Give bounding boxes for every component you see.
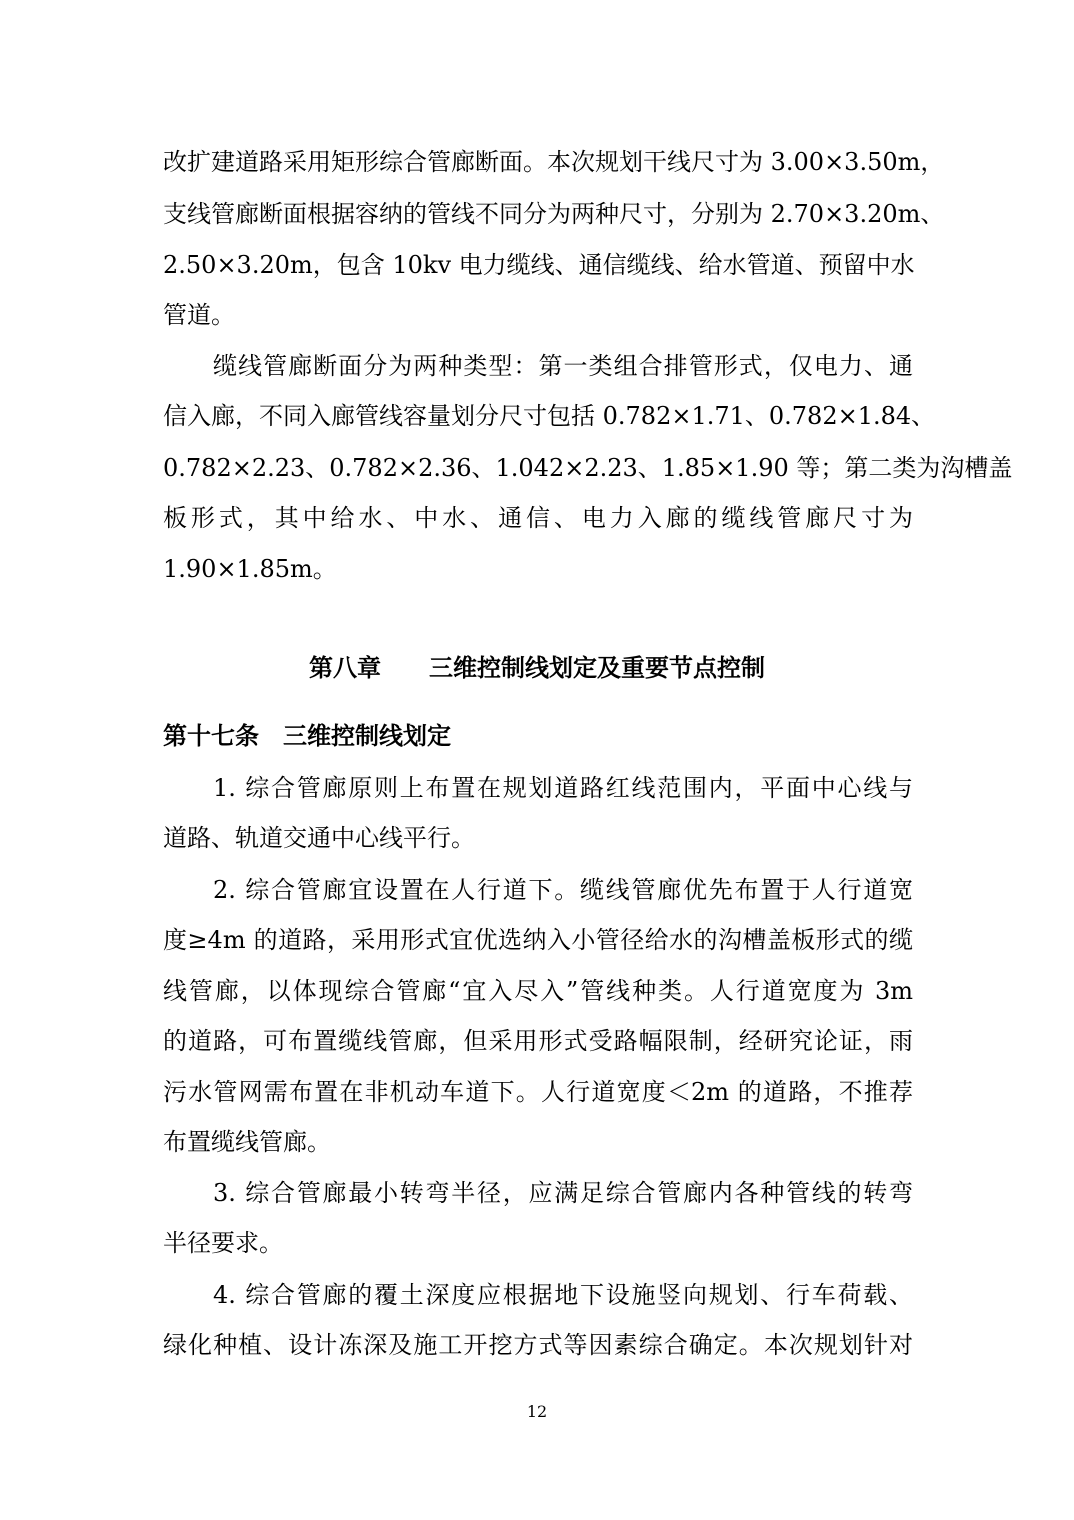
paragraph-line: 2.50×3.20m，包含 10kv 电力缆线、通信缆线、给水管道、预留中水	[163, 251, 915, 279]
item-line: 布置缆线管廊。	[163, 1128, 331, 1156]
item-line: 度≥4m 的道路，采用形式宜优选纳入小管径给水的沟槽盖板形式的缆	[163, 926, 913, 954]
paragraph-line: 缆线管廊断面分为两种类型：第一类组合排管形式，仅电力、通	[213, 352, 913, 380]
item-line: 的道路，可布置缆线管廊，但采用形式受路幅限制，经研究论证，雨	[163, 1027, 913, 1055]
item-line: 1. 综合管廊原则上布置在规划道路红线范围内，平面中心线与	[213, 774, 913, 802]
paragraph-line: 改扩建道路采用矩形综合管廊断面。本次规划干线尺寸为 3.00×3.50m，	[163, 148, 945, 176]
item-line: 3. 综合管廊最小转弯半径，应满足综合管廊内各种管线的转弯	[213, 1179, 913, 1207]
item-line: 线管廊，以体现综合管廊“宜入尽入”管线种类。人行道宽度为 3m	[163, 977, 913, 1005]
paragraph-line: 1.90×1.85m。	[163, 555, 337, 583]
item-line: 绿化种植、设计冻深及施工开挖方式等因素综合确定。本次规划针对	[163, 1331, 913, 1359]
item-line: 2. 综合管廊宜设置在人行道下。缆线管廊优先布置于人行道宽	[213, 876, 913, 904]
item-line: 半径要求。	[163, 1229, 283, 1257]
page-number: 12	[526, 1402, 548, 1421]
paragraph-line: 管道。	[163, 301, 235, 329]
article-title: 第十七条 三维控制线划定	[163, 721, 451, 750]
paragraph-line: 信入廊，不同入廊管线容量划分尺寸包括 0.782×1.71、0.782×1.84、	[163, 402, 936, 430]
paragraph-line: 0.782×2.23、0.782×2.36、1.042×2.23、1.85×1.90 等；第二类为沟槽盖	[163, 454, 1013, 482]
paragraph-line: 板形式，其中给水、中水、通信、电力入廊的缆线管廊尺寸为	[163, 504, 913, 532]
item-line: 4. 综合管廊的覆土深度应根据地下设施竖向规划、行车荷载、	[213, 1281, 913, 1309]
paragraph-line: 支线管廊断面根据容纳的管线不同分为两种尺寸，分别为 2.70×3.20m、	[163, 200, 945, 228]
chapter-title: 第八章 三维控制线划定及重要节点控制	[309, 653, 765, 682]
item-line: 道路、轨道交通中心线平行。	[163, 824, 475, 852]
item-line: 污水管网需布置在非机动车道下。人行道宽度＜2m 的道路，不推荐	[163, 1078, 913, 1106]
